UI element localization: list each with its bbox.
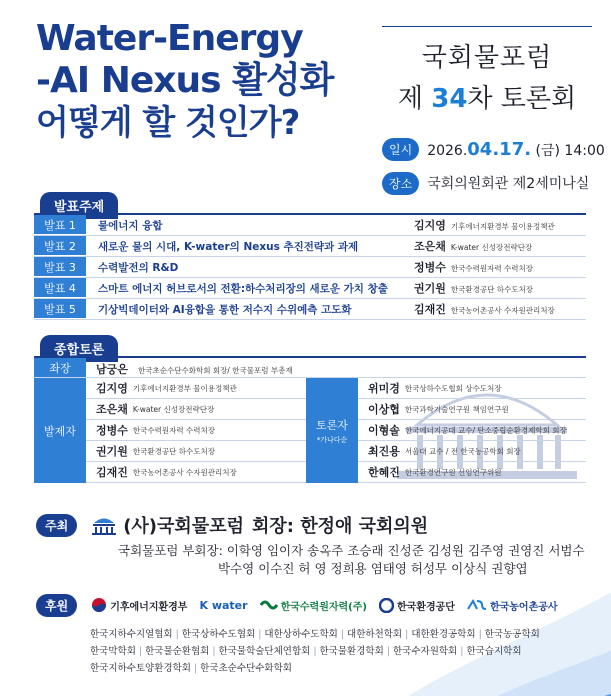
separator: | xyxy=(460,646,464,657)
date-row xyxy=(382,136,605,162)
organization-name: 한국지하수토양환경학회 xyxy=(90,663,191,674)
presenter-name: 김지영 xyxy=(96,382,128,395)
supporting-organizations xyxy=(90,626,580,677)
kwater-logo-icon xyxy=(199,599,247,612)
organization-name: 한국상하수도협회 xyxy=(181,629,256,640)
separator: | xyxy=(258,629,262,640)
date-label-badge: 일시 xyxy=(382,138,419,161)
speaker-affiliation: 기후에너지환경부 물이용정책관 xyxy=(450,222,555,231)
khnp-logo-icon xyxy=(260,598,367,613)
chair-row xyxy=(34,358,586,378)
presentation-number: 발표 2 xyxy=(34,236,86,256)
presenter-name: 조은채 xyxy=(96,403,128,416)
panelist-affiliation: 한국에너지공대 교수/ 탄소중립순환경제학회 회장 xyxy=(404,425,567,435)
presentation-row xyxy=(34,257,586,278)
sponsors-row xyxy=(36,592,596,618)
date-value: 2026.04.17. (금) 14:00 xyxy=(427,138,605,160)
presentation-speaker xyxy=(414,301,586,317)
chair-label: 좌장 xyxy=(34,358,86,377)
presentation-row xyxy=(34,278,586,299)
panelist-name: 이상협 xyxy=(368,403,400,416)
presentation-number: 발표 1 xyxy=(34,215,86,235)
discussion-table xyxy=(34,356,586,483)
sponsor-name: 기후에너지환경부 xyxy=(110,601,188,613)
separator: | xyxy=(386,646,390,657)
title-line-3: 어떻게 할 것인가? xyxy=(36,102,300,143)
presentation-topic: 물에너지 융합 xyxy=(98,219,163,232)
session-number: 34 xyxy=(431,84,468,114)
title-line-1: Water-Energy xyxy=(36,18,303,59)
presentation-speaker xyxy=(414,280,586,296)
panelist-name: 이형솔 xyxy=(368,424,400,437)
presenter-name: 권기원 xyxy=(96,445,128,458)
organization-name: 대한상하수도학회 xyxy=(264,629,338,640)
presentation-speaker xyxy=(414,238,586,254)
presentation-speaker xyxy=(414,217,586,233)
presenter-row xyxy=(86,378,306,399)
speaker-name: 조은채 xyxy=(414,240,446,253)
host-section xyxy=(36,512,596,576)
organization-line xyxy=(90,660,580,677)
panelist-row xyxy=(358,462,586,483)
presenter-affiliation: 기후에너지환경부 물이용정책관 xyxy=(132,383,237,393)
vice-presidents-line-1: 국회물포럼 부회장: 이학영 임이자 송옥주 조승래 진성준 김성원 김주영 권영진 서범수 xyxy=(118,543,585,558)
presenter-row xyxy=(86,462,306,483)
venue-value: 국회의원회관 제2세미나실 xyxy=(427,176,590,192)
sponsor-name: K water xyxy=(199,598,248,612)
panelist-row xyxy=(358,378,586,399)
panelist-row xyxy=(358,420,586,441)
presentation-speaker xyxy=(414,259,586,275)
presenter-affiliation: 한국환경공단 하수도처장 xyxy=(132,446,215,456)
presenter-affiliation: K-water 신성장전략단장 xyxy=(132,404,215,414)
presenter-affiliation: 한국수력원자력 수력처장 xyxy=(132,425,215,435)
chair-affiliation: 한국초순수단수화학회 회장/ 한국물포럼 부총재 xyxy=(137,366,293,375)
presenter-row xyxy=(86,420,306,441)
separator: | xyxy=(405,629,409,640)
government-emblem-icon xyxy=(91,597,187,613)
forum-heading xyxy=(382,26,592,115)
presentations-table xyxy=(34,213,586,320)
speaker-affiliation: 한국농어촌공사 수자원관리처장 xyxy=(450,306,555,315)
presentation-number: 발표 4 xyxy=(34,278,86,298)
speaker-affiliation: K-water 신성장전략단장 xyxy=(450,243,533,252)
organization-name: 한국수자원학회 xyxy=(392,646,458,657)
presentation-row xyxy=(34,299,586,320)
forum-session: 제 34차 토론회 xyxy=(397,84,577,114)
separator: | xyxy=(313,646,317,657)
venue-row xyxy=(382,170,602,196)
separator: | xyxy=(175,629,179,640)
host-chair: 회장: 한정애 국회의원 xyxy=(251,516,429,537)
panelist-row xyxy=(358,399,586,420)
presentation-row xyxy=(34,215,586,236)
organization-name: 한국지하수지열협회 xyxy=(90,629,173,640)
title-line-2: -AI Nexus 활성화 xyxy=(36,60,334,102)
krc-logo-icon xyxy=(467,598,558,613)
presentation-topic: 스마트 에너지 허브로서의 전환:하수처리장의 새로운 가치 창출 xyxy=(98,282,388,295)
sponsor-name: 한국수력원자력(주) xyxy=(280,601,367,613)
venue-label-badge: 장소 xyxy=(382,172,419,195)
presentation-row xyxy=(34,236,586,257)
forum-name: 국회물포럼 xyxy=(421,43,553,73)
organization-name: 대한환경공학회 xyxy=(411,629,476,640)
speaker-name: 정병수 xyxy=(414,261,446,274)
national-assembly-icon xyxy=(91,514,117,536)
speaker-affiliation: 한국환경공단 하수도처장 xyxy=(450,285,533,294)
panelist-row xyxy=(358,441,586,462)
presentation-topic: 수력발전의 R&D xyxy=(98,261,179,274)
speaker-name: 김지영 xyxy=(414,219,446,232)
schedule xyxy=(382,136,605,196)
speaker-affiliation: 한국수력원자력 수력처장 xyxy=(450,264,533,273)
vice-presidents-line-2: 박수영 이수진 허 영 정희용 염태영 허성무 이상식 권향엽 xyxy=(218,561,528,576)
sponsor-name: 한국농어촌공사 xyxy=(489,601,558,613)
presenter-row xyxy=(86,399,306,420)
panelist-affiliation: 서울대 교수 / 전 한국농공학회 회장 xyxy=(404,446,521,456)
organization-name: 한국물순환협회 xyxy=(145,646,210,657)
sponsor-name: 한국환경공단 xyxy=(396,601,455,613)
host-label-badge: 주최 xyxy=(36,514,77,537)
event-title xyxy=(36,18,366,143)
presentation-number: 발표 3 xyxy=(34,257,86,277)
organization-name: 대한하천학회 xyxy=(347,629,403,640)
separator: | xyxy=(212,646,216,657)
discussion-section-label: 종합토론 xyxy=(40,335,118,362)
panelist-affiliation: 한국과학기술연구원 책임연구원 xyxy=(404,404,509,414)
presenter-affiliation: 한국농어촌공사 수자원관리처장 xyxy=(132,467,237,477)
organization-line xyxy=(90,626,580,643)
sponsor-label-badge: 후원 xyxy=(36,594,77,617)
organization-name: 한국습지학회 xyxy=(466,646,522,657)
panelist-name: 위미경 xyxy=(368,382,400,395)
panelist-affiliation: 한국환경연구원 선임연구위원 xyxy=(404,467,502,477)
organization-name: 한국농공학회 xyxy=(484,629,540,640)
organization-name: 한국물학술단체연합회 xyxy=(218,646,311,657)
separator: | xyxy=(340,629,345,640)
organization-name: 한국물환경학회 xyxy=(319,646,384,657)
presentations-section-label: 발표주제 xyxy=(40,192,118,219)
organization-name: 한국초순수단수화학회 xyxy=(200,663,292,674)
presenters-label: 발제자 xyxy=(34,378,86,483)
host-organization: (사)국회물포럼 xyxy=(123,516,244,537)
panelist-name: 최진용 xyxy=(368,445,400,458)
keco-logo-icon xyxy=(379,598,455,613)
panelist-name: 한혜진 xyxy=(368,466,400,479)
speaker-name: 권기원 xyxy=(414,282,446,295)
presenter-name: 정병수 xyxy=(96,424,128,437)
separator: | xyxy=(193,663,198,674)
presentation-number: 발표 5 xyxy=(34,299,86,319)
separator: | xyxy=(138,646,143,657)
speaker-name: 김재진 xyxy=(414,303,446,316)
separator: | xyxy=(478,629,482,640)
presentation-topic: 기상빅데이터와 AI융합을 통한 저수지 수위예측 고도화 xyxy=(98,303,352,316)
panelist-affiliation: 한국상하수도협회 상수도처장 xyxy=(404,383,502,393)
vice-presidents xyxy=(118,542,598,578)
panel-label: 토론자 *가나다순 xyxy=(306,378,358,483)
organization-line xyxy=(90,643,580,660)
presenter-name: 김재진 xyxy=(96,466,128,479)
presenters-list xyxy=(86,378,306,483)
presentation-topic: 새로운 물의 시대, K-water의 Nexus 추진전략과 과제 xyxy=(98,240,359,253)
presenter-row xyxy=(86,441,306,462)
organization-name: 한국막학회 xyxy=(90,646,136,657)
panelists-list xyxy=(358,378,586,483)
chair-name: 남궁은 xyxy=(96,363,128,376)
